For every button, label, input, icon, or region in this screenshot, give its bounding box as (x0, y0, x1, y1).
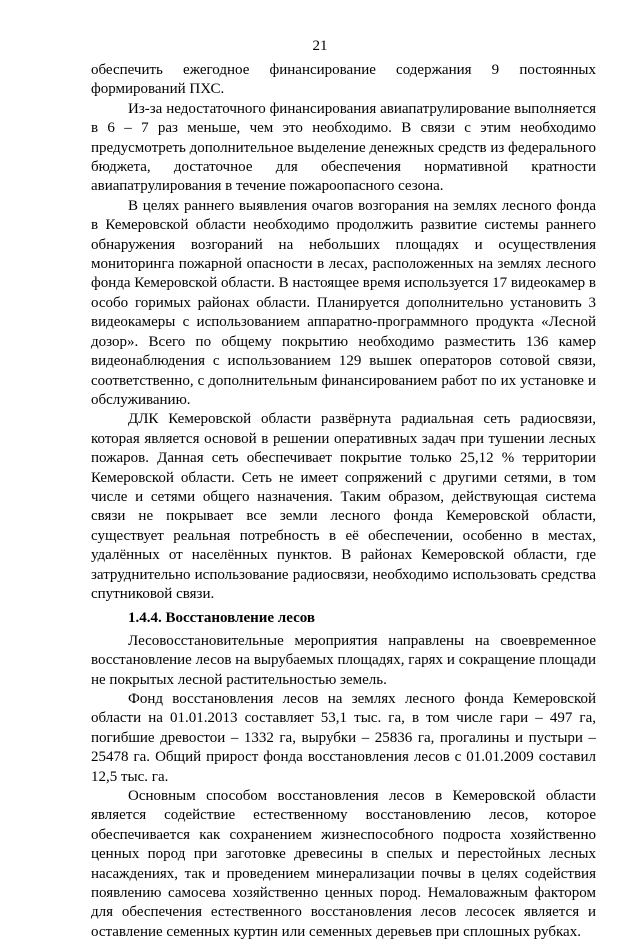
paragraph-continuation: обеспечить ежегодное финансирование содержания 9 постоянных формирований ПХС. (91, 62, 596, 98)
section-heading: 1.4.4. Восстановление лесов (128, 610, 315, 627)
page-number: 21 (312, 38, 328, 54)
paragraph-early-detection: В целях раннего выявления очагов возгорания на землях лесного фонда в Кемеровской области необходимо продолжить развитие системы раннего обнаружения возгораний на небольших площадях и осуществления мониторинга пожарной опасности в лесах, расположенных на землях лесного фонда Кемеровской области. В настоящее время используется 17 видеокамер в особо горимых районах области. Планируется дополнительно установить 3 видеокамеры с использованием аппаратно-программного продукта «Лесной дозор». Всего по общему покрытию необходимо разместить 136 камер видеонаблюдения с использованием 129 вышек операторов сотовой связи, соответственно, с дополнительным финансированием работ по их установке и обслуживанию. (91, 197, 596, 408)
paragraph-reforestation-fund: Фонд восстановления лесов на землях лесного фонда Кемеровской области на 01.01.2013 составляет 53,1 тыс. га, в том числе гари – 497 га, погибшие древостои – 1332 га, вырубки – 25836 га, прогалины и пустыри – 25478 га. Общий прирост фонда восстановления лесов с 01.01.2009 составил 12,5 тыс. га. (91, 691, 596, 785)
body-text (91, 61, 596, 942)
paragraph-aerial-patrol: Из-за недостаточного финансирования авиапатрулирование выполняется в 6 – 7 раз меньше, чем это необходимо. В связи с этим необходимо предусмотреть дополнительное выделение денежных средств из федерального бюджета, достаточное для обеспечения нормативной кратности авиапатрулирования в течение пожароопасного сезона. (91, 100, 596, 195)
paragraph-reforestation-measures: Лесовосстановительные мероприятия направлены на своевременное восстановление лесов на вырубаемых площадях, гарях и сокращение площади не покрытых лесной растительностью земель. (91, 632, 596, 688)
paragraph-main-method: Основным способом восстановления лесов в Кемеровской области является содействие естественному восстановлению лесов, которое обеспечивается как сохранением жизнеспособного подроста хозяйственно ценных пород при заготовке древесины в спелых и перестойных лесных насаждениях, так и проведением минерализации почвы в целях содействия появлению самосева хозяйственно ценных пород. Немаловажным фактором для обеспечения естественного восстановления лесов лесосек является и оставление семенных куртин или семенных деревьев при сплошных рубках. (91, 788, 596, 940)
paragraph-radio-network: ДЛК Кемеровской области развёрнута радиальная сеть радиосвязи, которая является основой в решении оперативных задач при тушении лесных пожаров. Данная сеть обеспечивает покрытие только 25,12 % территории Кемеровской области. Сеть не имеет сопряжений с другими сетями, в том числе и сетями общего назначения. Таким образом, действующая система связи не покрывает все земли лесного фонда Кемеровской области, существует реальная потребность в её обеспечении, особенно в местах, удалённых от населённых пунктов. В районах Кемеровской области, где затруднительно использование радиосвязи, необходимо использовать средства спутниковой связи. (91, 411, 596, 602)
